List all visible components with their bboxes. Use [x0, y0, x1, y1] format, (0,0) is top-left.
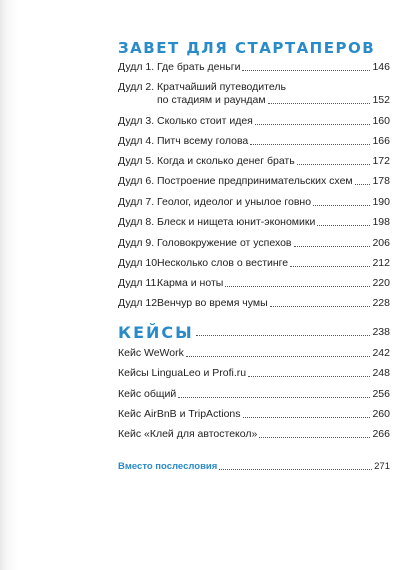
dot-leader	[270, 306, 371, 307]
dot-leader	[294, 246, 371, 247]
entry-number: Дудл 9.	[118, 237, 155, 249]
toc-entry	[118, 196, 390, 209]
toc-entry	[118, 237, 390, 250]
entry-title: Геолог, идеолог и унылое говно	[157, 196, 312, 208]
entry-number: Дудл 4.	[118, 135, 155, 147]
entry-page: 160	[372, 115, 390, 127]
entry-page: 146	[372, 61, 390, 73]
entry-page: 212	[372, 257, 390, 269]
toc-entry	[118, 115, 390, 128]
entry-page: 266	[372, 428, 390, 440]
entry-page: 166	[372, 135, 390, 147]
dot-leader	[178, 397, 370, 398]
toc-entry	[118, 135, 390, 148]
toc-entry	[118, 277, 390, 290]
entry-title: Питч всему голова	[157, 135, 249, 147]
toc-entry-afterword	[118, 460, 390, 473]
entry-number: Дудл 12.	[118, 297, 161, 309]
entry-page: 256	[372, 388, 390, 400]
entry-title-line1: Кратчайший путеводитель	[157, 81, 286, 93]
entry-number: Дудл 2.	[118, 81, 155, 93]
entry-number: Дудл 6.	[118, 175, 155, 187]
entry-page: 248	[372, 367, 390, 379]
dot-leader	[255, 124, 371, 125]
entry-page: 206	[372, 237, 390, 249]
dot-leader	[196, 335, 371, 336]
entry-title: Кейс AirBnB и TripActions	[118, 408, 241, 420]
dot-leader	[317, 225, 370, 226]
entry-number: Дудл 3.	[118, 115, 155, 127]
dot-leader	[290, 266, 370, 267]
entry-title: Карма и ноты	[157, 277, 224, 289]
toc-entry	[118, 175, 390, 188]
toc-entry	[118, 297, 390, 310]
dot-leader	[259, 437, 370, 438]
toc-entry	[118, 428, 390, 441]
entry-title: Несколько слов о вестинге	[157, 257, 289, 269]
dot-leader	[313, 205, 370, 206]
toc-section-cases	[118, 323, 390, 342]
section-page: 238	[372, 326, 390, 338]
entry-number: Дудл 7.	[118, 196, 155, 208]
entry-title: Головокружение от успехов	[157, 237, 292, 249]
dot-leader	[242, 70, 370, 71]
dot-leader	[268, 103, 371, 104]
afterword-title: Вместо послесловия	[118, 461, 218, 472]
dot-leader	[297, 164, 371, 165]
dot-leader	[250, 144, 370, 145]
entry-number: Дудл 1.	[118, 61, 155, 73]
entry-title: Где брать деньги	[157, 61, 241, 73]
toc-entry	[118, 408, 390, 421]
entry-title: Сколько стоит идея	[157, 115, 253, 127]
dot-leader	[248, 376, 370, 377]
toc-entry	[118, 216, 390, 229]
afterword-page: 271	[374, 461, 390, 472]
dot-leader	[219, 469, 372, 470]
entry-number: Дудл 11.	[118, 277, 160, 289]
entry-page: 220	[372, 277, 390, 289]
toc-entry	[118, 61, 390, 74]
entry-title: Кейс WeWork	[118, 347, 184, 359]
entry-page: 190	[372, 196, 390, 208]
entry-title: Венчур во время чумы	[157, 297, 268, 309]
entry-title-line2: по стадиям и раундам	[157, 94, 266, 106]
toc-entry	[118, 367, 390, 380]
entry-number: Дудл 5.	[118, 155, 155, 167]
toc-entry	[118, 81, 390, 107]
entry-page: 198	[372, 216, 390, 228]
entry-page: 172	[372, 155, 390, 167]
entry-title: Кейс «Клей для автостекол»	[118, 428, 258, 440]
entry-page: 260	[372, 408, 390, 420]
entry-page: 178	[372, 175, 390, 187]
section-title-cases: КЕЙСЫ	[118, 323, 194, 342]
entry-title: Блеск и нищета юнит-экономики	[157, 216, 316, 228]
dot-leader	[355, 184, 371, 185]
entry-page: 228	[372, 297, 390, 309]
dot-leader	[225, 286, 370, 287]
entry-title: Когда и сколько денег брать	[157, 155, 295, 167]
entry-number: Дудл 10.	[118, 257, 161, 269]
entry-number: Дудл 8.	[118, 216, 155, 228]
entry-title: Кейс общий	[118, 388, 177, 400]
entry-title: Кейсы LinguaLeo и Profi.ru	[118, 367, 247, 379]
toc-entry	[118, 257, 390, 270]
toc-entry	[118, 347, 390, 360]
section-title-startups: ЗАВЕТ ДЛЯ СТАРТАПЕРОВ	[118, 39, 376, 57]
dot-leader	[243, 417, 371, 418]
entry-title: Построение предпринимательских схем	[157, 175, 353, 187]
toc-entry	[118, 388, 390, 401]
entry-page: 242	[372, 347, 390, 359]
dot-leader	[186, 356, 371, 357]
toc-entry	[118, 155, 390, 168]
entry-page: 152	[372, 94, 390, 106]
